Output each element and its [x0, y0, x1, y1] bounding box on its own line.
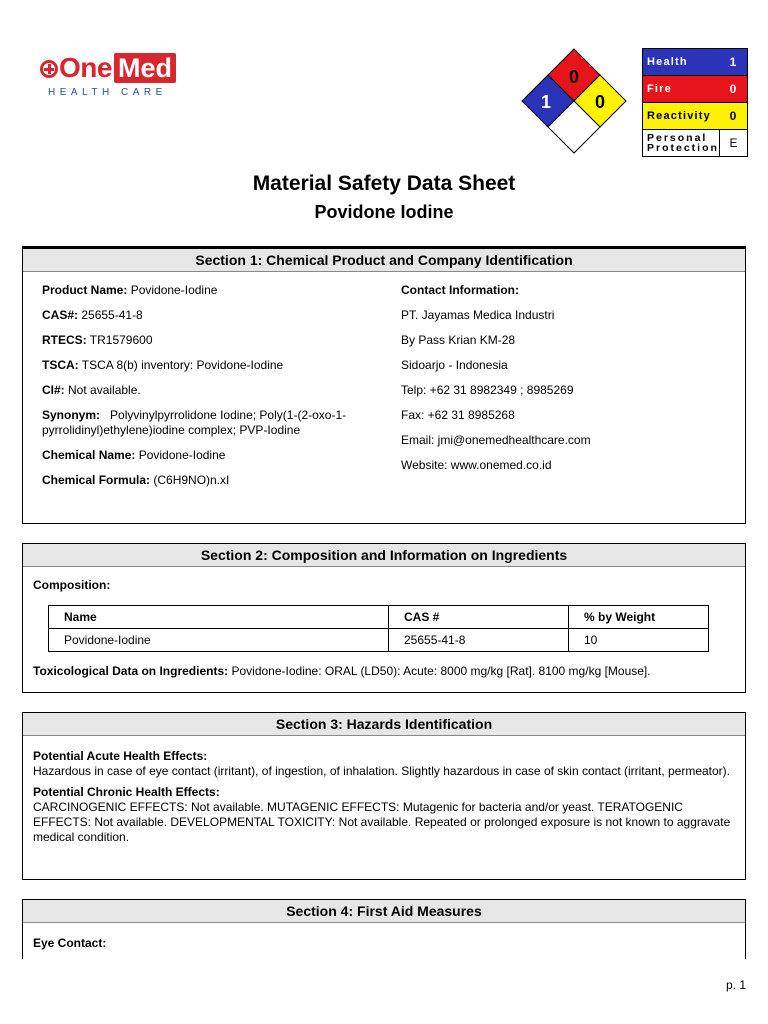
table-cell: Povidone-Iodine — [49, 629, 389, 652]
section-3-heading: Section 3: Hazards Identification — [23, 713, 745, 736]
column-header: CAS # — [389, 606, 569, 629]
field-value: Povidone-Iodine: ORAL (LD50): Acute: 8000 mg/kg [Rat]. 8100 mg/kg [Mouse]. — [228, 664, 651, 678]
section-1-heading: Section 1: Chemical Product and Company Identification — [23, 247, 745, 272]
contact-heading: Contact Information: — [401, 283, 519, 297]
product-info — [42, 283, 372, 498]
contact-city: Sidoarjo - Indonesia — [401, 358, 508, 372]
field-label: Chemical Name: — [42, 448, 136, 462]
chronic-effects-text: CARCINOGENIC EFFECTS: Not available. MUTAGENIC EFFECTS: Mutagenic for bacteria and/or yeast. TERATOGENIC EFFECTS: Not available. DEVELOPMENTAL TOXICITY: Not available. Repeated or prolonged exposure is not known to aggravate medical condition. — [33, 800, 731, 844]
field-value: 25655-41-8 — [78, 308, 143, 322]
hmis-health-row — [643, 49, 747, 76]
hazards-body — [33, 749, 733, 845]
contact-info — [401, 283, 731, 483]
cas-line — [42, 308, 372, 323]
hmis-protection-label-line1: Personal — [647, 132, 708, 144]
contact-fax: Fax: +62 31 8985268 — [401, 408, 515, 422]
section-2 — [22, 543, 746, 693]
hmis-health-value: 1 — [729, 55, 737, 69]
contact-phone: Telp: +62 31 8982349 ; 8985269 — [401, 383, 574, 397]
table-cell: 10 — [569, 629, 709, 652]
field-value: TSCA 8(b) inventory: Povidone-Iodine — [78, 358, 284, 372]
field-value: (C6H9NO)n.xI — [150, 473, 230, 487]
section-4 — [22, 899, 746, 959]
field-label: Toxicological Data on Ingredients: — [33, 664, 229, 678]
document-title: Material Safety Data Sheet — [252, 172, 516, 195]
hmis-reactivity-value: 0 — [729, 109, 737, 123]
field-label: Synonym: — [42, 408, 101, 422]
nfpa-reactivity-value: 0 — [594, 92, 606, 112]
field-label: CI#: — [42, 383, 65, 397]
field-label: Product Name: — [42, 283, 128, 297]
synonym-line — [42, 408, 372, 438]
hmis-fire-label: Fire — [647, 83, 672, 95]
eye-contact-label: Eye Contact: — [33, 936, 107, 950]
hmis-label — [642, 48, 748, 157]
column-header: % by Weight — [569, 606, 709, 629]
composition-label: Composition: — [33, 578, 111, 592]
hmis-reactivity-row — [643, 103, 747, 130]
rtecs-line — [42, 333, 372, 348]
chemical-name-line — [42, 448, 372, 463]
field-label: TSCA: — [42, 358, 79, 372]
field-value: Polyvinylpyrrolidone Iodine; Poly(1-(2-oxo-1-pyrrolidinyl)ethylene)iodine complex; PVP-Iodine — [42, 408, 347, 437]
hmis-fire-row — [643, 76, 747, 103]
product-name-line — [42, 283, 372, 298]
acute-effects-text: Hazardous in case of eye contact (irritant), of ingestion, of inhalation. Slightly hazardous in case of skin contact (irritant, permeator). — [33, 764, 731, 778]
contact-email: Email: jmi@onemedhealthcare.com — [401, 433, 591, 447]
field-value: Not available. — [64, 383, 141, 397]
field-label: Chemical Formula: — [42, 473, 151, 487]
hmis-protection-label — [643, 130, 719, 156]
chemical-formula-line — [42, 473, 372, 488]
acute-effects-label: Potential Acute Health Effects: — [33, 749, 208, 763]
nfpa-health-value: 1 — [540, 92, 552, 112]
section-3 — [22, 712, 746, 880]
table-row — [49, 629, 709, 652]
field-label: RTECS: — [42, 333, 87, 347]
hmis-protection-label-line2: Protection — [647, 142, 719, 154]
hmis-reactivity-label: Reactivity — [647, 110, 711, 122]
field-value: Povidone-Iodine — [135, 448, 226, 462]
logo-subtitle: HEALTH CARE — [48, 87, 167, 98]
hmis-health-label: Health — [647, 56, 688, 68]
field-label: CAS#: — [42, 308, 79, 322]
logo-one-text: One — [59, 52, 112, 83]
hmis-protection-value: E — [719, 130, 747, 156]
contact-company: PT. Jayamas Medica Industri — [401, 308, 555, 322]
contact-address: By Pass Krian KM-28 — [401, 333, 516, 347]
page-number: p. 1 — [725, 978, 746, 992]
contact-website: Website: www.onemed.co.id — [401, 458, 552, 472]
section-4-heading: Section 4: First Aid Measures — [23, 900, 745, 923]
column-header: Name — [49, 606, 389, 629]
ci-line — [42, 383, 372, 398]
nfpa-flammability-value: 0 — [568, 67, 580, 87]
company-logo — [40, 52, 176, 98]
section-1 — [22, 246, 746, 524]
composition-table — [48, 605, 709, 652]
logo-med-text: Med — [114, 53, 176, 83]
hmis-fire-value: 0 — [729, 82, 737, 96]
product-subtitle: Povidone Iodine — [314, 202, 454, 222]
section-2-heading: Section 2: Composition and Information on Ingredients — [23, 544, 745, 567]
medical-cross-icon — [40, 60, 58, 78]
field-value: TR1579600 — [86, 333, 153, 347]
table-cell: 25655-41-8 — [389, 629, 569, 652]
table-header-row — [49, 606, 709, 629]
toxicological-data — [33, 664, 651, 679]
chronic-effects-label: Potential Chronic Health Effects: — [33, 785, 220, 799]
tsca-line — [42, 358, 372, 373]
field-value: Povidone-Iodine — [127, 283, 218, 297]
nfpa-diamond — [520, 47, 628, 155]
hmis-protection-row — [643, 130, 747, 156]
